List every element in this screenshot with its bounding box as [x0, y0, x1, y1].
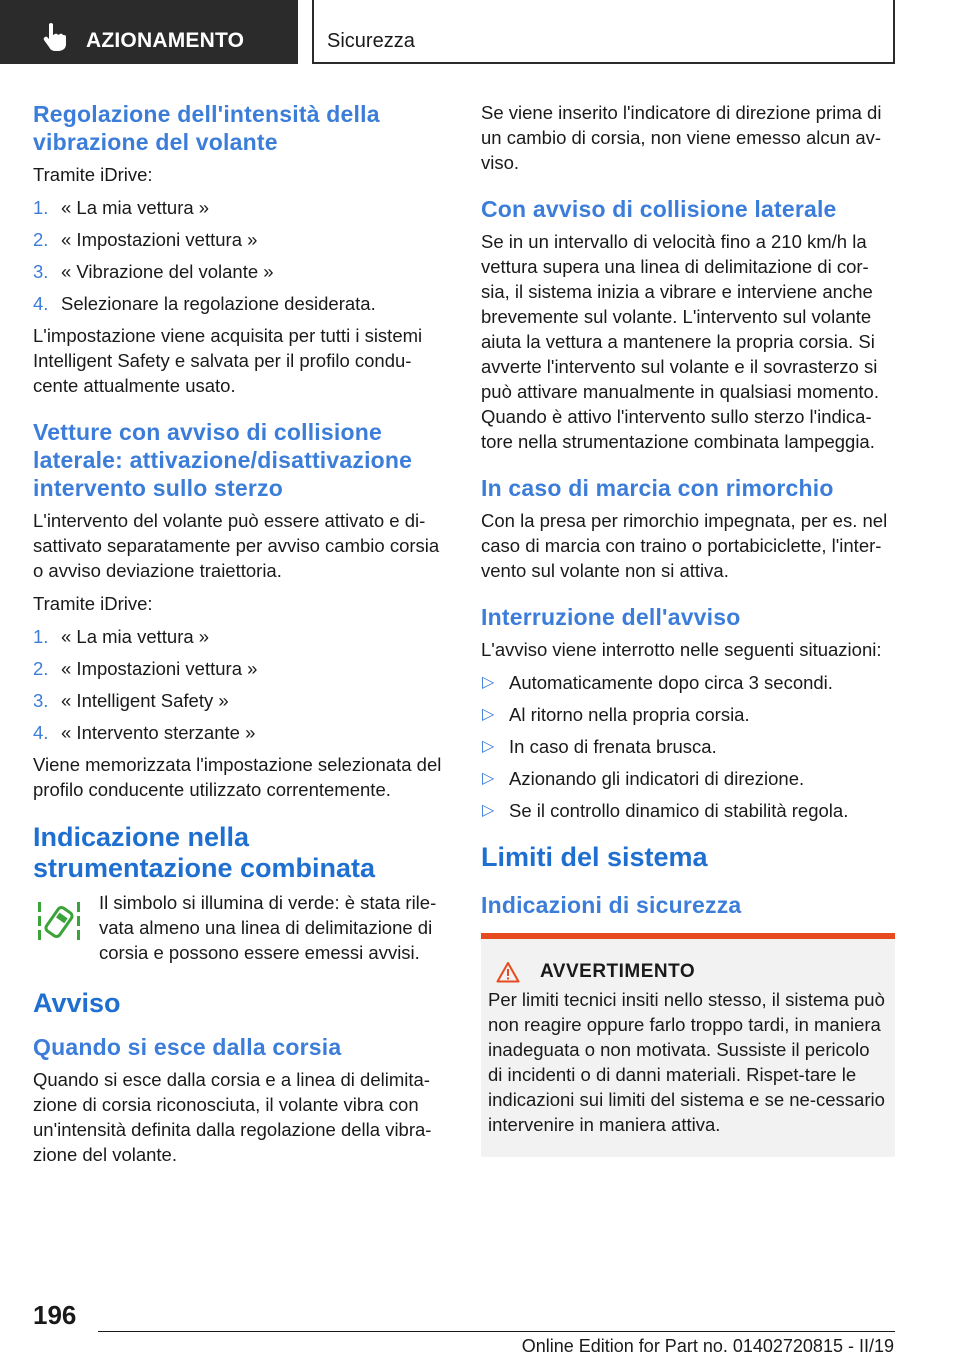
heading-side-collision-warning: Con avviso di collisione laterale [481, 196, 837, 222]
list-item: ▷ Al ritorno nella propria corsia. [482, 704, 750, 725]
footer-edition: Online Edition for Part no. 01402720815 - II/19 [521, 1336, 894, 1356]
hand-pointer-icon [40, 22, 66, 52]
section-title: Sicurezza [327, 30, 415, 52]
right-column [481, 100, 895, 1157]
section-tab [312, 0, 895, 64]
steps-list [33, 195, 448, 316]
heading-leaving-lane: Quando si esce dalla corsia [33, 1034, 342, 1060]
paragraph: L'avviso viene interrotto nelle seguenti situazioni: [481, 639, 882, 660]
left-column [33, 100, 448, 1175]
list-item: ▷ Automaticamente dopo circa 3 secondi. [482, 672, 833, 693]
warning-title-row [488, 961, 888, 983]
heading-safety-notes: Indicazioni di sicurezza [481, 892, 742, 918]
paragraph: Se in un intervallo di velocità fino a 210 km/h la vettura supera una linea di delimitazione di cor-sia, il sistema inizia a vibrare e interviene anche brevemente sul volante. L'intervento sul volante aiuta la vettura a mantenere la propria corsia. Si avverte l'intervento sul volante e il sovrasterzo si può attivare manualmente in qualsiasi momento. Quando è attivo l'intervento sullo sterzo l'indica-tore nella strumentazione combinata lampeggia. [481, 231, 879, 452]
warning-title: AVVERTIMENTO [540, 961, 696, 982]
heading-instrument-cluster: Indicazione nella strumentazione combinata [33, 822, 376, 883]
heading-vibration-intensity: Regolazione dell'intensità della vibrazione del volante [33, 101, 380, 155]
list-item: ▷ Azionando gli indicatori di direzione. [482, 768, 805, 789]
warning-text: Per limiti tecnici insiti nello stesso, il sistema può non reagire oppure farlo troppo tardi, in maniera inadeguata o non motivata. Sussiste il pericolo di incidenti o di danni materiali. Rispet-tare le indicazioni sui limiti del sistema e se ne-cessario intervenire in maniera attiva. [488, 989, 885, 1135]
paragraph: L'intervento del volante può essere attivato e di-sattivato separatamente per avviso cambio corsia o avviso deviazione traiettoria. [33, 510, 440, 581]
triangle-bullet-icon: ▷ [482, 674, 495, 691]
heading-warning: Avviso [33, 988, 121, 1018]
paragraph: Tramite iDrive: [33, 593, 153, 614]
list-item: 4. Selezionare la regolazione desiderata. [33, 293, 376, 314]
paragraph: Con la presa per rimorchio impegnata, per es. nel caso di marcia con traino o portabiciclette, l'inter-vento sul volante non si attiva. [481, 510, 888, 581]
triangle-bullet-icon: ▷ [482, 802, 495, 819]
paragraph: Se viene inserito l'indicatore di direzione prima di un cambio di corsia, non viene emesso alcun av-viso. [481, 102, 882, 173]
triangle-bullet-icon: ▷ [482, 738, 495, 755]
chapter-title: AZIONAMENTO [86, 29, 245, 52]
chapter-tab [0, 0, 298, 64]
paragraph: Viene memorizzata l'impostazione selezionata del profilo conducente utilizzato correntemente. [33, 754, 442, 800]
icon-note [33, 890, 448, 968]
warning-box [481, 933, 895, 1157]
paragraph: Quando si esce dalla corsia e a linea di delimita-zione di corsia riconosciuta, il volante vibra con un'intensità definita dalla regolazione della vibra-zione del volante. [33, 1069, 432, 1165]
list-item: 4. « Intervento sterzante » [33, 722, 256, 743]
steps-list [33, 624, 448, 745]
bullet-list [481, 670, 895, 823]
page-number: 196 [33, 1300, 77, 1330]
paragraph: Tramite iDrive: [33, 164, 153, 185]
heading-trailer: In caso di marcia con rimorchio [481, 475, 834, 501]
list-item: 2. « Impostazioni vettura » [33, 658, 258, 679]
list-item: 2. « Impostazioni vettura » [33, 229, 258, 250]
warning-triangle-icon [496, 961, 520, 983]
list-item: 1. « La mia vettura » [33, 626, 210, 647]
triangle-bullet-icon: ▷ [482, 706, 495, 723]
list-item: 3. « Intelligent Safety » [33, 690, 229, 711]
heading-system-limits: Limiti del sistema [481, 842, 708, 872]
footer-divider [98, 1331, 895, 1332]
heading-interruption: Interruzione dell'avviso [481, 604, 741, 630]
paragraph: L'impostazione viene acquisita per tutti i sistemi Intelligent Safety e salvata per il profilo condu-cente attualmente usato. [33, 325, 423, 396]
lane-departure-icon [37, 898, 81, 944]
paragraph: Il simbolo si illumina di verde: è stata rile-vata almeno una linea di delimitazione di corsia e possono essere emessi avvisi. [99, 892, 437, 963]
list-item: ▷ In caso di frenata brusca. [482, 736, 717, 757]
list-item: 1. « La mia vettura » [33, 197, 210, 218]
list-item: 3. « Vibrazione del volante » [33, 261, 274, 282]
heading-side-collision: Vetture con avviso di collisione laterale: attivazione/disattivazione intervento sullo sterzo [33, 419, 413, 501]
triangle-bullet-icon: ▷ [482, 770, 495, 787]
list-item: ▷ Se il controllo dinamico di stabilità regola. [482, 800, 849, 821]
